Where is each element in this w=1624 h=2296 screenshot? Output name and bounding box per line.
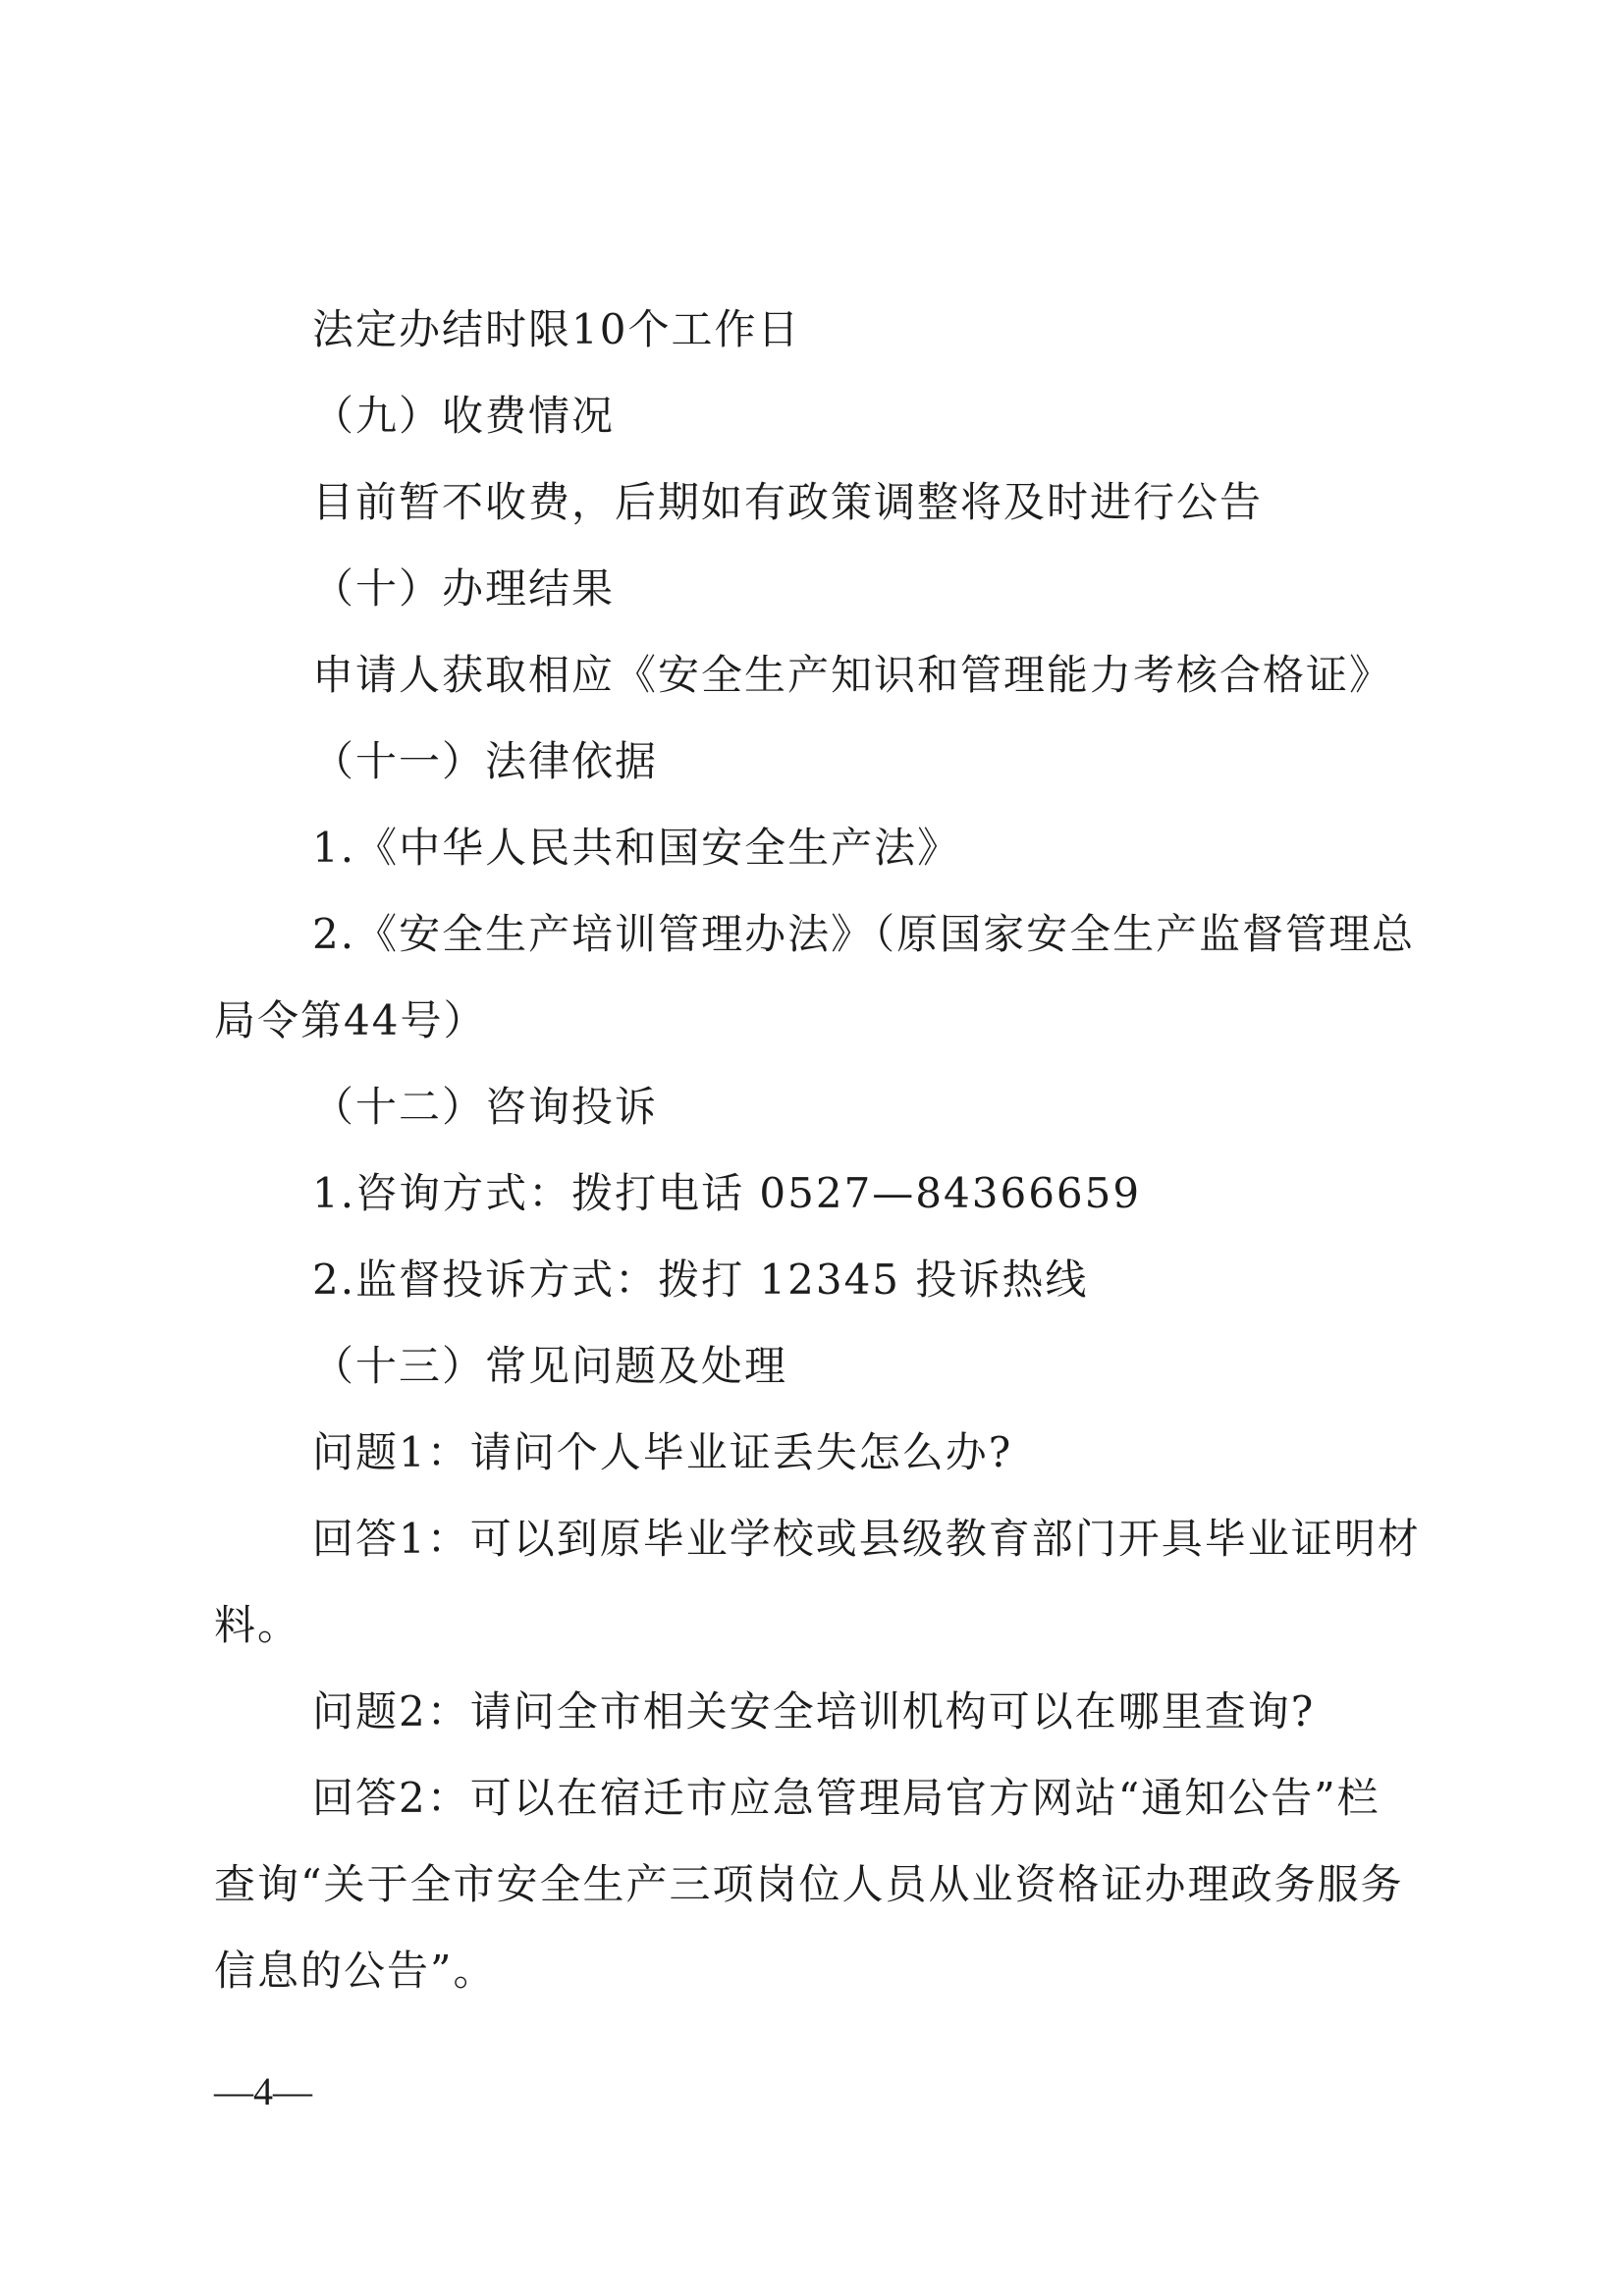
- text-line-answer-2-cont: 查询“关于全市安全生产三项岗位人员从业资格证办理政务服务: [214, 1860, 1404, 1908]
- text-line-law-2-cont: 局令第44号）: [214, 996, 487, 1044]
- page-number: —4—: [214, 2069, 312, 2113]
- text-line-question-2: 问题2：请问全市相关安全培训机构可以在哪里查询?: [312, 1687, 1316, 1735]
- text-line-answer-2: 回答2：可以在宿迁市应急管理局官方网站“通知公告”栏: [312, 1774, 1380, 1822]
- text-line-answer-1-cont: 料。: [214, 1601, 301, 1649]
- section-heading-result: （十）办理结果: [312, 564, 616, 613]
- section-heading-faq: （十三）常见问题及处理: [312, 1342, 788, 1390]
- text-line-consult-phone: 1.咨询方式：拨打电话 0527—84366659: [312, 1169, 1142, 1217]
- text-line-law-1: 1.《中华人民共和国安全生产法》: [312, 824, 961, 872]
- text-line-deadline: 法定办结时限10个工作日: [312, 305, 801, 353]
- text-line-answer-1: 回答1：可以到原毕业学校或县级教育部门开具毕业证明材: [312, 1515, 1421, 1563]
- text-line-answer-2-end: 信息的公告”。: [214, 1947, 497, 1995]
- section-heading-legal-basis: （十一）法律依据: [312, 737, 659, 785]
- text-line-result: 申请人获取相应《安全生产知识和管理能力考核合格证》: [312, 651, 1393, 699]
- section-heading-consult: （十二）咨询投诉: [312, 1083, 659, 1131]
- text-line-question-1: 问题1：请问个人毕业证丢失怎么办?: [312, 1428, 1013, 1476]
- text-line-fees: 目前暂不收费，后期如有政策调整将及时进行公告: [312, 478, 1264, 526]
- section-heading-fees: （九）收费情况: [312, 392, 616, 440]
- text-line-complaint-hotline: 2.监督投诉方式：拨打 12345 投诉热线: [312, 1255, 1089, 1304]
- text-line-law-2: 2.《安全生产培训管理办法》（原国家安全生产监督管理总: [312, 910, 1416, 958]
